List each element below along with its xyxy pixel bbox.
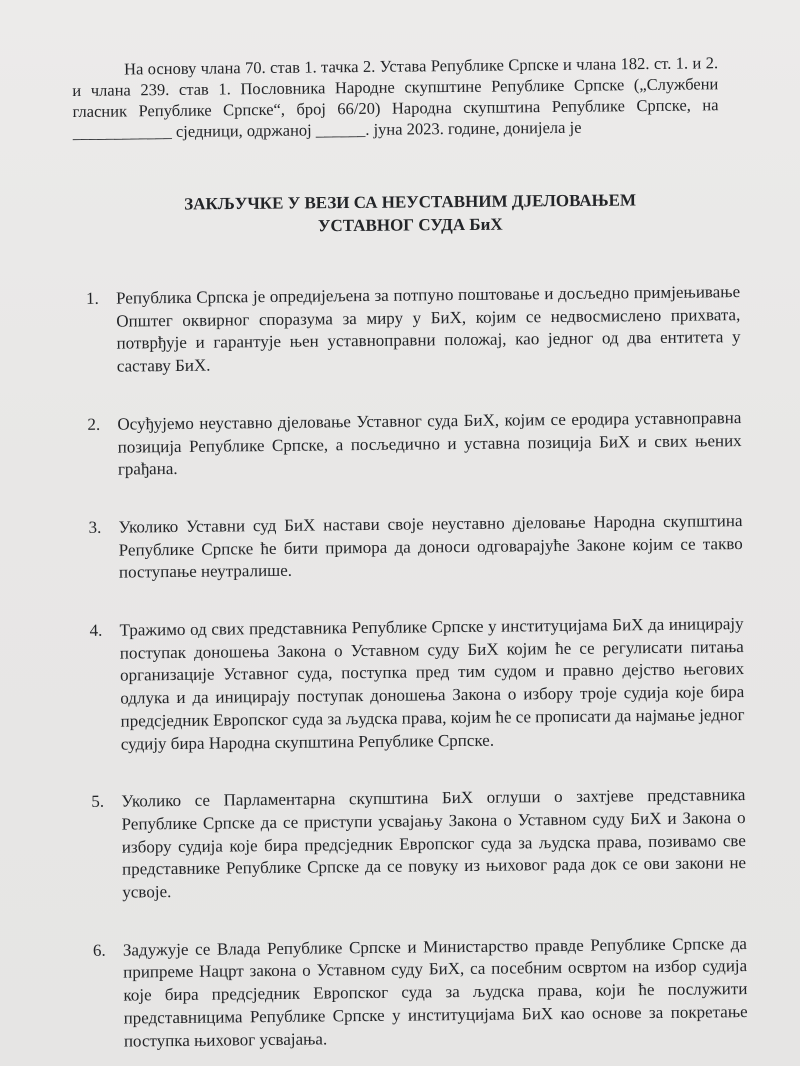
preamble-paragraph: На основу члана 70. став 1. тачка 2. Устава Републике Српске и члана 182. ст. 1. и 2. и члана 239. став 1. Пословника Народне скупштине Републике Српске („Службени гласник Републике Српске“, број 66/20) Народна скупштина Републике Српске, на ____________ сједници, одржаној ______. јуна 2023. године, донијела је: [72, 52, 719, 142]
item-number: 2.: [87, 414, 101, 434]
document-title-line-1: ЗАКЉУЧКЕ У ВЕЗИ СА НЕУСТАВНИМ ДЈЕЛОВАЊЕМ: [184, 190, 637, 214]
list-item: [83, 784, 746, 904]
document-title: [120, 188, 700, 239]
list-item: [81, 613, 744, 756]
list-item: [78, 281, 741, 379]
item-text: Задужује се Влада Републике Српске и Министарство правде Републике Српске да припреме Нацрт закона о Уставном суду БиХ, са посебним освртом на избор судија које бира предсједник Европског суда за људска права, који ће послужити представницима Републике Српске у институцијама БиХ као основе за покретање поступка њиховог усвајања.: [122, 933, 748, 1051]
item-text: Осуђујемо неуставно дјеловање Уставног суда БиХ, којим се еродира уставноправна позиција Републике Српске, а посљедично и уставна позиција БиХ и свих њених грађана.: [117, 407, 742, 479]
list-item: [85, 933, 748, 1053]
item-text: Уколико Уставни суд БиХ настави своје неуставно дјеловање Народна скупштина Републике Српске ће бити примора да доноси одговарајуће Законе којим се такво поступање неутралише.: [118, 510, 743, 582]
item-number: 3.: [88, 517, 102, 537]
list-item: [79, 407, 742, 482]
item-number: 6.: [92, 940, 106, 960]
item-number: 5.: [91, 792, 105, 812]
conclusions-list: [78, 281, 748, 1053]
item-number: 1.: [86, 288, 99, 308]
item-number: 4.: [89, 620, 103, 640]
item-text: Уколико се Парламентарна скупштина БиХ оглуши о захтјеве представника Републике Српске да се приступи усвајању Закона о Уставном суду БиХ и Закона о избору судија које бира предсједник Европског суда за људска права, позивамо све представнике Републике Српске да се повуку из њиховог рада док се ови закони не усвоје.: [121, 785, 747, 902]
item-text: Република Српска је опредијељена за потпуно поштовање и досљедно примјењивање Општег оквирног споразума за миру у БиХ, којим се недвосмислено прихвата, потврђује и гарантује њен уставноправни положај, као једног од два ентитета у саставу БиХ.: [116, 282, 741, 376]
document-title-line-2: УСТАВНОГ СУДА БиХ: [317, 214, 503, 236]
item-text: Тражимо од свих представника Републике Српске у институцијама БиХ да иницирају поступак доношења Закона о Уставном суду БиХ којим ће се регулисати питања организације Уставног суда, поступка пред тим судом и правно дејство његових одлука и да иницирају поступак доношења Закона о избору троје судија које бира предсједник Европског суда за људска права, којим ће се прописати да најмање једног судију бира Народна скупштина Републике Српске.: [119, 614, 745, 754]
list-item: [80, 510, 743, 585]
